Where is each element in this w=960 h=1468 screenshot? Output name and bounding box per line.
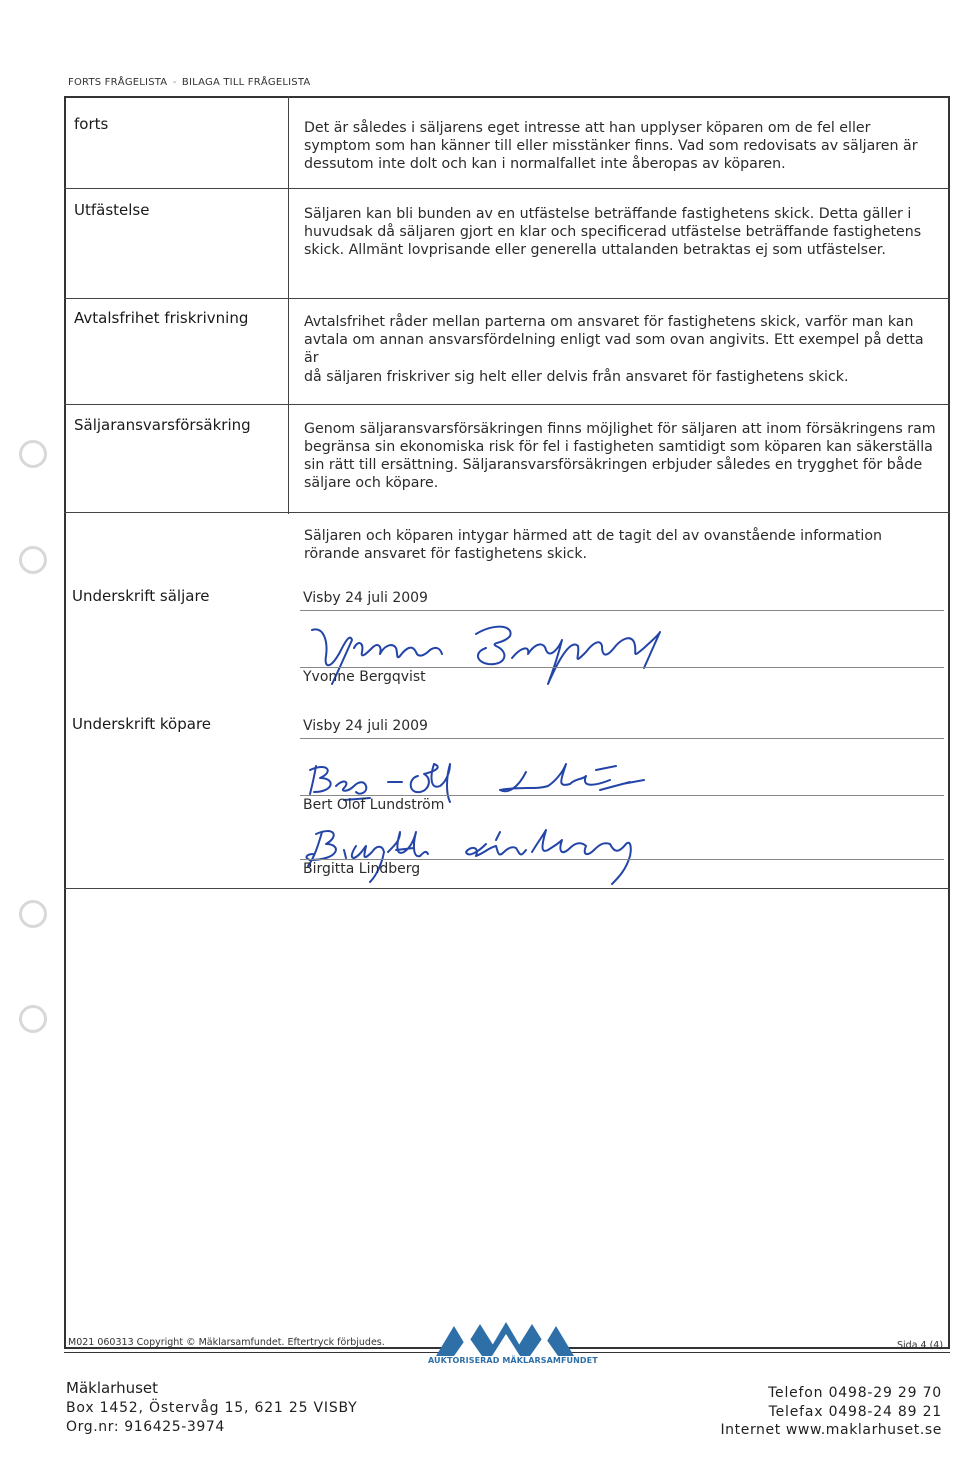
seller-name-line: [300, 667, 944, 668]
row-label-forts: forts: [74, 115, 109, 133]
row-divider: [64, 298, 950, 299]
page-header: [68, 77, 310, 88]
certification-text: Säljaren och köparen intygar härmed att de tagit del av ovanstående information rörande ansvaret för fastighetens skick.: [304, 528, 883, 562]
buyer2-name-line: [300, 859, 944, 860]
row-text-avtalsfrihet: Avtalsfrihet råder mellan parterna om ansvaret för fastighetens skick, varför man kan avtala om annan ansvarsfördelning enligt vad som ovan angivits. Ett exempel på detta är: [304, 314, 924, 366]
company-address: Box 1452, Östervåg 15, 621 25 VISBY: [66, 1400, 358, 1416]
row-divider: [64, 512, 950, 513]
binder-hole: [19, 900, 47, 928]
row-label-utfastelse: Utfästelse: [74, 201, 150, 219]
buyer-place-date: Visby 24 juli 2009: [303, 718, 428, 734]
seller-signature-label: Underskrift säljare: [72, 587, 210, 605]
company-website: Internet www.maklarhuset.se: [720, 1422, 942, 1438]
column-divider: [288, 96, 289, 514]
buyer1-name-line: [300, 795, 944, 796]
company-name: Mäklarhuset: [66, 1379, 159, 1397]
seller-place-date: Visby 24 juli 2009: [303, 590, 428, 606]
row-divider: [64, 404, 950, 405]
row-text-saljaransvar: Genom säljaransvarsförsäkringen finns möjlighet för säljaren att inom försäkringens ram begränsa sin ekonomiska risk för fel i fastigheten samtidigt som köparen kan säkerställa sin rätt till ersättning. Säljaransvarsförsäkringen erbjuder således en trygghet för både säljare och köpare.: [304, 421, 936, 491]
row-label-avtalsfrihet: Avtalsfrihet friskrivning: [74, 309, 249, 327]
header-title: FORTS FRÅGELISTA: [68, 77, 168, 88]
buyer1-name: Bert Olof Lundström: [303, 797, 445, 813]
logo-caption: AUKTORISERAD MÄKLARSAMFUNDET: [428, 1356, 598, 1365]
binder-hole: [19, 440, 47, 468]
row-text-forts: Det är således i säljarens eget intresse att han upplyser köparen om de fel eller symptom som han känner till eller misstänker finns. Vad som redovisats av säljaren är dessutom inte dolt och kan i normalfallet inte åberopas av köparen.: [304, 120, 918, 172]
binder-hole: [19, 1005, 47, 1033]
seller-date-line: [300, 610, 944, 611]
row-label-saljaransvar: Säljaransvarsförsäkring: [74, 416, 251, 434]
header-separator: -: [172, 77, 177, 88]
row-divider: [64, 188, 950, 189]
page-number: Sida 4 (4): [897, 1340, 944, 1351]
row-text-utfastelse: Säljaren kan bli bunden av en utfästelse beträffande fastighetens skick. Detta gäller i huvudsak då säljaren gjort en klar och specificerad utfästelse beträffande fastighetens skick. Allmänt lovprisande eller generella uttalanden betraktas ej som utfästelser.: [304, 206, 922, 258]
header-subtitle: BILAGA TILL FRÅGELISTA: [181, 77, 311, 88]
buyer-date-line: [300, 738, 944, 739]
buyer2-handwritten-signature: [300, 822, 660, 892]
binder-hole: [19, 546, 47, 574]
buyer2-name: Birgitta Lindberg: [303, 861, 421, 877]
seller-name: Yvonne Bergqvist: [303, 669, 426, 685]
maklarsamfundet-logo: [430, 1322, 580, 1356]
company-fax: Telefax 0498-24 89 21: [768, 1404, 942, 1420]
company-phone: Telefon 0498-29 29 70: [768, 1385, 942, 1401]
buyer-signature-label: Underskrift köpare: [72, 715, 212, 733]
row-text-avtalsfrihet-2: då säljaren friskriver sig helt eller delvis från ansvaret för fastighetens skick.: [304, 369, 849, 385]
company-orgnr: Org.nr: 916425-3974: [66, 1419, 225, 1435]
copyright-text: M021 060313 Copyright © Mäklarsamfundet. Eftertryck förbjudes.: [68, 1337, 385, 1348]
